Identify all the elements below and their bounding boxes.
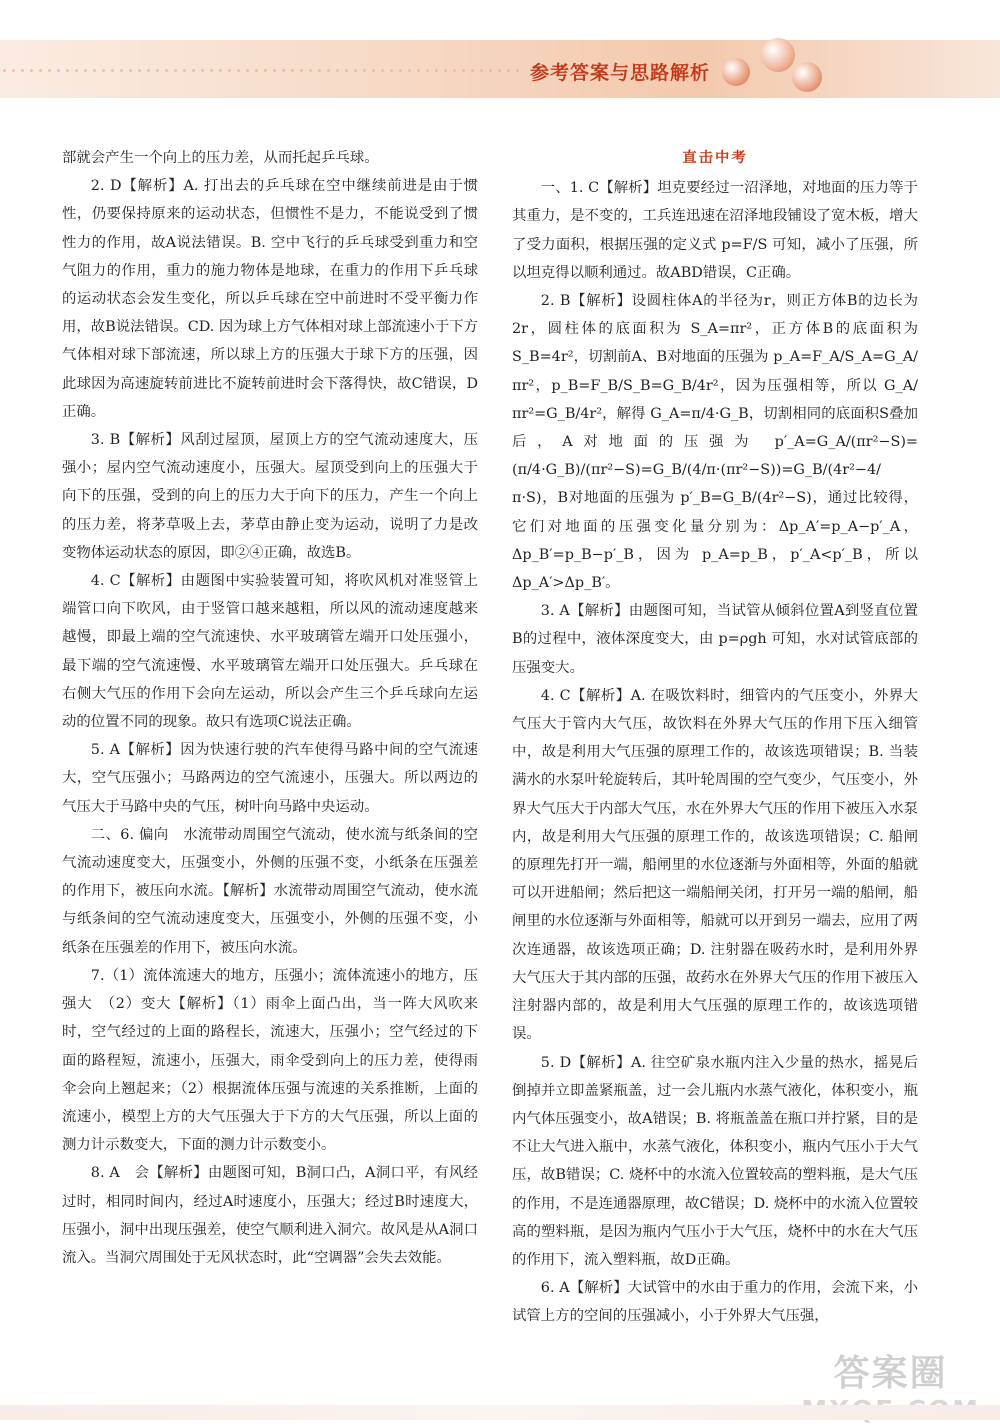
page-header-title: 参考答案与思路解析 [529,62,710,84]
decorative-bubble-icon [761,38,795,72]
section-title: 直击中考 [682,150,748,166]
answer-paragraph: 6. A【解析】大试管中的水由于重力的作用，会流下来，小试管上方的空间的压强减小，小于外界大气压强， [512,1280,918,1325]
header-dot-pattern [0,66,520,76]
answer-paragraph: 4. C【解析】由题图中实验装置可知，将吹风机对准竖管上端管口向下吹风，由于竖管口越来越粗，所以风的流动速度越来越慢，即最上端的空气流速快、水平玻璃管左端开口处压强小，最下端的空气流速慢、水平玻璃管左端开口处压强大。乒乓球在右侧大气压的作用下会向左运动，所以会产生三个乒乓球向左运动的位置不同的现象。故只有选项C说法正确。 [62,573,478,731]
answer-paragraph: 5. A【解析】因为快速行驶的汽车使得马路中间的空气流速大，空气压强小；马路两边的空气流速小，压强大。所以两边的气压大于马路中央的气压，树叶向马路中央运动。 [62,742,478,815]
footer-band [0,1405,1000,1420]
right-column [512,144,918,1331]
watermark-line1: 答案圈 [833,1353,948,1394]
answer-paragraph: 部就会产生一个向上的压力差，从而托起乒乓球。 [62,150,379,166]
answer-paragraph: 3. B【解析】风刮过屋顶，屋顶上方的空气流动速度大，压强小；屋内空气流动速度小，压强大。屋顶受到向上的压强大于向下的压强，受到的向上的压力大于向下的压力，产生一个向上的压力差，将茅草吸上去，茅草由静止变为运动，说明了力是改变物体运动状态的原因，即②④正确，故选B。 [62,432,478,561]
answer-paragraph: 5. D【解析】A. 往空矿泉水瓶内注入少量的热水，摇晃后倒掉并立即盖紧瓶盖，过一会儿瓶内水蒸气液化，体积变小，瓶内气体压强变小，故A错误；B. 将瓶盖盖在瓶口并拧紧，目的是不让大气进入瓶中，水蒸气液化，体积变小，瓶内气压小于大气压，故B错误；C. 烧杯中的水流入位置较高的塑料瓶，是大气压的作用，不是连通器原理，故C错误；D. 烧杯中的水流入位置较高的塑料瓶，是因为瓶内气压小于大气压，烧杯中的水在大气压的作用下，流入塑料瓶，故D正确。 [512,1054,918,1268]
answer-paragraph: 2. D【解析】A. 打出去的乒乓球在空中继续前进是由于惯性，仍要保持原来的运动状态，但惯性不是力，不能说受到了惯性力的作用，故A说法错误。B. 空中飞行的乒乓球受到重力和空气阻力的作用，重力的施力物体是地球，在重力的作用下乒乓球的运动状态会发生变化，所以乒乓球在空中前进时不受平衡力作用，故B说法错误。CD. 因为球上方气体相对球上部流速小于下方气体相对球下部流速，所以球上方的压强大于球下方的压强，因此球因为高速旋转前进比不旋转前进时会下落得快，故C错误，D正确。 [62,178,478,420]
decorative-bubble-icon [792,62,822,92]
answer-paragraph: 二、6. 偏向 水流带动周围空气流动，使水流与纸条间的空气流动速度变大，压强变小，外侧的压强不变，小纸条在压强差的作用下，被压向水流。【解析】水流带动周围空气流动，使水流与纸条间的空气流动速度变大，压强变小，外侧的压强不变，小纸条在压强差的作用下，被压向水流。 [62,826,478,956]
answer-paragraph: 3. A【解析】由题图可知，当试管从倾斜位置A到竖直位置B的过程中，液体深度变大，由 p=ρgh 可知，水对试管底部的压强变大。 [512,603,918,676]
answer-paragraph: 7.（1）流体流速大的地方，压强小；流体流速小的地方，压强大 （2）变大【解析】（1）雨伞上面凸出，当一阵大风吹来时，空气经过的上面的路程长，流速大，压强小；空气经过的下面的路程短，流速小，压强大，雨伞受到向上的压力差，使得雨伞会向上翘起来；（2）根据流体压强与流速的关系推断，上面的流速小，模型上方的大气压强大于下方的大气压强，所以上面的测力计示数变大，下面的测力计示数变小。 [62,967,478,1154]
answer-paragraph: 8. A 会【解析】由题图可知，B洞口凸，A洞口平，有风经过时，相同时间内，经过A时速度小，压强大；经过B时速度大，压强小，洞中出现压强差，使空气顺利进入洞穴。故风是从A洞口流入。当洞穴周围处于无风状态时，此“空调器”会失去效能。 [62,1165,478,1266]
answer-paragraph: 4. C【解析】A. 在吸饮料时，细管内的气压变小，外界大气压大于管内大气压，故饮料在外界大气压的作用下压入细管中，故是利用大气压强的原理工作的，故该选项错误；B. 当装满水的水泵叶轮旋转后，其叶轮周围的空气变少，气压变小，外界大气压大于内部大气压，水在外界大气压的作用下被压入水泵内，故是利用大气压强的原理工作的，故该选项错误；C. 船闸的原理先打开一端，船闸里的水位逐渐与外面相等，外面的船就可以开进船闸；然后把这一端船闸关闭，打开另一端的船闸，船闸里的水位逐渐与外面相等，船就可以开到另一端去，应用了两次连通器，故该选项正确；D. 注射器在吸药水时，是利用外界大气压大于其内部的压强，故药水在外界大气压的作用下被压入注射器内部的，故是利用大气压强的原理工作的，故该选项错误。 [512,687,918,1043]
left-column [62,144,478,1272]
answer-paragraph: 2. B【解析】设圆柱体A的半径为r，则正方体B的边长为2r，圆柱体的底面积为 S_A=πr²，正方体B的底面积为 S_B=4r²，切割前A、B对地面的压强为 p_A=F_A/S_A=G_A/πr²，p_B=F_B/S_B=G_B/4r²，因为压强相等，所以 G_A/πr²=G_B/4r²，解得 G_A=π/4·G_B，切割相同的底面积S叠加后，A对地面的压强为 p′_A=G_A/(πr²−S)=(π/4·G_B)/(πr²−S)=G_B/(4/π·(πr²−S))=G_B/(4r²−4/π·S)，B对地面的压强为 p′_B=G_B/(4r²−S)，通过比较得，它们对地面的压强变化量分别为：Δp_A′=p_A−p′_A，Δp_B′=p_B−p′_B，因为 p_A=p_B，p′_A<p′_B，所以 Δp_A′>Δp_B′。 [512,293,918,592]
decorative-bubble-icon [722,58,750,86]
answer-paragraph: 一、1. C【解析】坦克要经过一沼泽地，对地面的压力等于其重力，是不变的，工兵连迅速在沼泽地段铺设了宽木板，增大了受力面积，根据压强的定义式 p=F/S 可知，减小了压强，所以坦克得以顺利通过。故ABD错误，C正确。 [512,180,918,281]
